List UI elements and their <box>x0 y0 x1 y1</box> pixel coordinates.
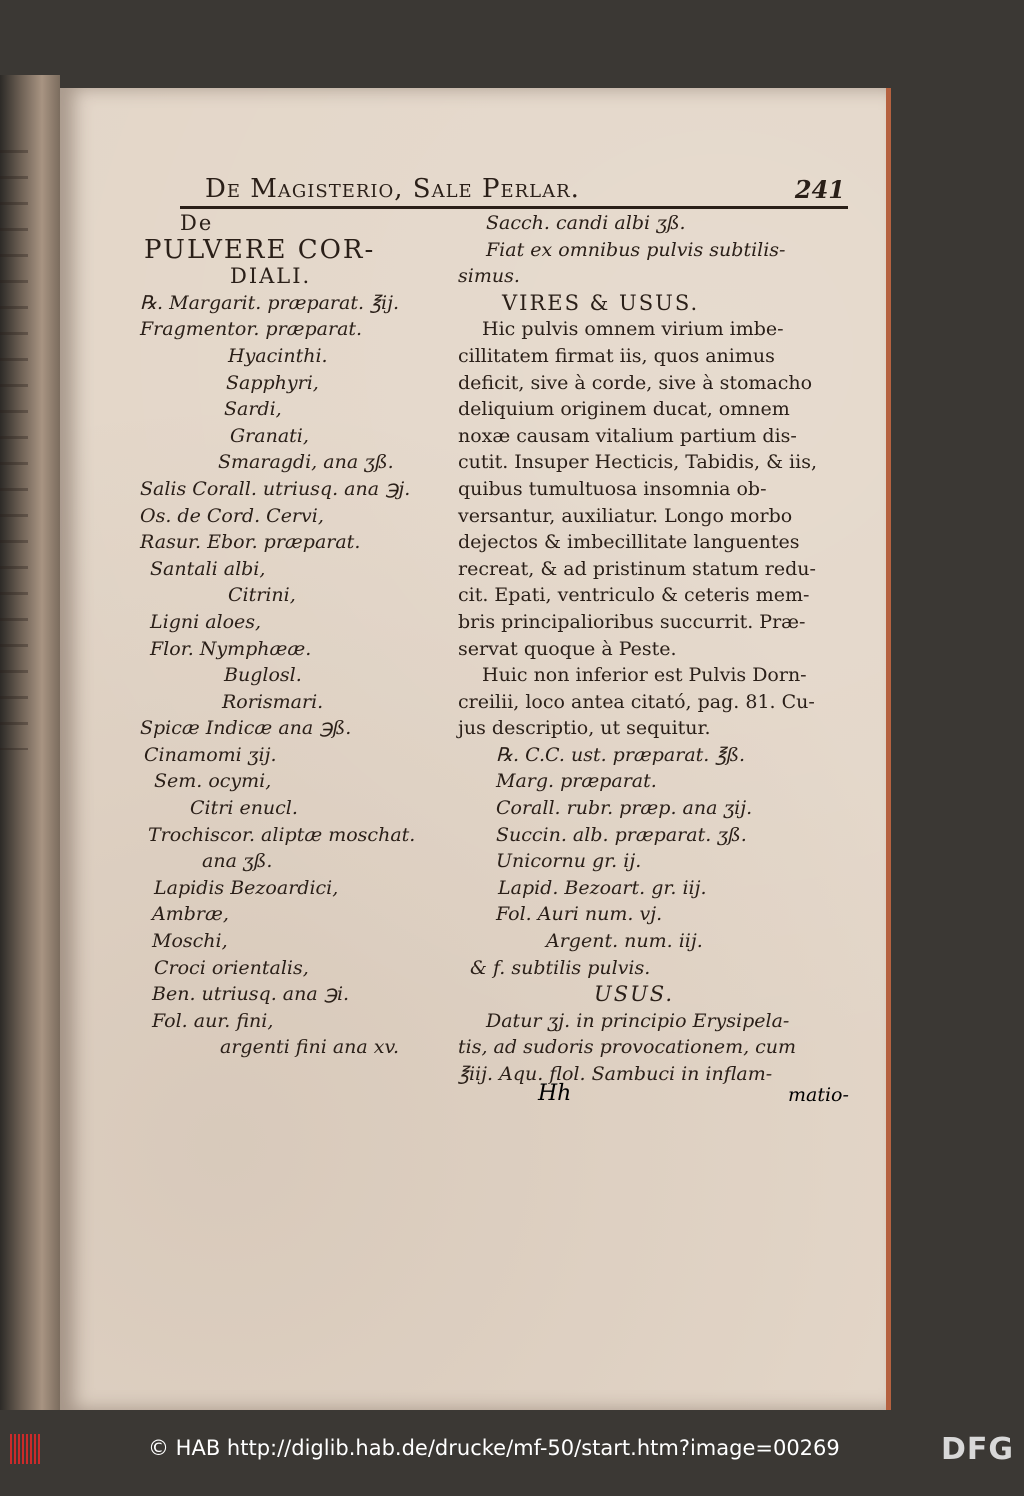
recipe-line: Lapid. Bezoart. gr. iij. <box>498 876 707 899</box>
recipe-line: ℞. Margarit. præparat. ℥ij. <box>140 291 400 314</box>
recipe-line: Ben. utriusq. ana ℈i. <box>152 983 350 1006</box>
recipe-line: Sapphyri, <box>226 371 319 394</box>
barcode-icon <box>10 1434 42 1464</box>
recipe-line: Ambræ, <box>152 903 229 926</box>
right-column <box>458 210 818 1088</box>
recipe-line: Citrini, <box>228 584 296 607</box>
text-line: recreat, & ad pristinum statum redu- <box>458 557 816 580</box>
recipe-line: Buglosl. <box>224 664 302 687</box>
recipe-line: Hyacinthi. <box>228 344 328 367</box>
text-line: servat quoque à Peste. <box>458 637 677 660</box>
section-title-line: De <box>180 211 214 235</box>
custos-word: matio- <box>788 1084 849 1106</box>
recipe-line: ana ʒß. <box>202 850 273 873</box>
text-line: cutit. Insuper Hecticis, Tabidis, & iis, <box>458 451 818 474</box>
text-line: jus descriptio, ut sequitur. <box>458 717 711 740</box>
text-line: quibus tumultuosa insomnia ob- <box>458 477 767 500</box>
text-line: cillitatem firmat iis, quos animus <box>458 344 775 367</box>
text-line: Sacch. candi albi ʒß. <box>486 212 686 234</box>
recipe-line: Salis Corall. utriusq. ana ℈j. <box>140 477 411 500</box>
recipe-line: Flor. Nymphææ. <box>150 637 312 660</box>
left-column <box>140 210 470 1061</box>
recipe-line: Trochiscor. aliptæ moschat. <box>148 823 416 846</box>
text-line: Datur ʒj. in principio Erysipela- <box>486 1009 790 1032</box>
book-page <box>60 88 891 1410</box>
text-line: dejectos & imbecillitate languentes <box>458 531 800 554</box>
recipe-line: ℞. C.C. ust. præparat. ℥ß. <box>496 743 746 766</box>
text-line: cit. Epati, ventriculo & ceteris mem- <box>458 584 810 607</box>
text-line: Fiat ex omnibus pulvis subtilis- <box>486 238 786 261</box>
catchword-signature: Hh <box>538 1081 572 1106</box>
recipe-line: Lapidis Bezoardici, <box>154 876 339 899</box>
text-line: Huic non inferior est Pulvis Dorn- <box>482 664 807 687</box>
text-line: deficit, sive à corde, sive à stomacho <box>458 371 813 394</box>
text-line: noxæ causam vitalium partium dis- <box>458 424 797 447</box>
text-line: simus. <box>458 265 520 288</box>
running-title: De Magisterio, Sale Perlar. <box>205 174 580 204</box>
header-rule <box>180 206 848 209</box>
recipe-line: Fol. aur. fini, <box>152 1009 274 1032</box>
text-line: Hic pulvis omnem virium imbe- <box>482 318 784 341</box>
recipe-line: Granati, <box>230 424 309 447</box>
recipe-line: Croci orientalis, <box>154 956 309 979</box>
viewer-footer <box>0 1426 1024 1474</box>
recipe-line: Argent. num. iij. <box>546 930 703 953</box>
subheading: USUS. <box>594 982 675 1007</box>
recipe-line: Santali albi, <box>150 557 266 580</box>
text-line: creilii, loco antea citató, pag. 81. Cu- <box>458 690 815 713</box>
subheading: VIRES & USUS. <box>502 290 700 315</box>
recipe-line: Os. de Cord. Cervi, <box>140 504 324 527</box>
text-line: deliquium originem ducat, omnem <box>458 398 790 421</box>
adjacent-page-text-strip <box>0 150 28 750</box>
text-line: versantur, auxiliatur. Longo morbo <box>458 504 793 527</box>
recipe-line: Corall. rubr. præp. ana ʒij. <box>496 797 753 820</box>
recipe-line: Unicornu gr. ij. <box>496 850 642 873</box>
recipe-line: Smaragdi, ana ʒß. <box>218 451 394 474</box>
recipe-line: Cinamomi ʒij. <box>144 743 277 766</box>
recipe-line: Marg. præparat. <box>496 770 657 793</box>
recipe-line: Succin. alb. præparat. ʒß. <box>496 823 747 846</box>
recipe-line: argenti fini ana xv. <box>220 1036 399 1059</box>
text-line: ℥iij. Aqu. flol. Sambuci in inflam- <box>458 1063 773 1085</box>
recipe-line: Fol. Auri num. vj. <box>496 903 663 926</box>
page-number: 241 <box>794 175 845 204</box>
recipe-line: Spicæ Indicæ ana ℈ß. <box>140 717 352 740</box>
recipe-line: Rorismari. <box>222 690 324 713</box>
section-title-line: DIALI. <box>230 264 312 289</box>
copyright-url[interactable]: © HAB http://diglib.hab.de/drucke/mf-50/start.htm?image=00269 <box>148 1436 840 1460</box>
text-line: tis, ad sudoris provocationem, cum <box>458 1036 797 1059</box>
dfg-logo: DFG <box>940 1432 1014 1467</box>
recipe-line: Sem. ocymi, <box>154 770 272 793</box>
recipe-line: Moschi, <box>152 930 228 953</box>
text-line: bris principalioribus succurrit. Præ- <box>458 610 806 633</box>
section-title-line: PULVERE COR- <box>144 234 376 265</box>
recipe-line: & f. subtilis pulvis. <box>470 956 651 979</box>
recipe-line: Sardi, <box>224 398 282 421</box>
recipe-line: Ligni aloes, <box>150 610 262 633</box>
page-header <box>205 158 845 204</box>
recipe-line: Rasur. Ebor. præparat. <box>140 531 361 554</box>
recipe-line: Fragmentor. præparat. <box>140 318 363 341</box>
recipe-line: Citri enucl. <box>190 797 298 820</box>
